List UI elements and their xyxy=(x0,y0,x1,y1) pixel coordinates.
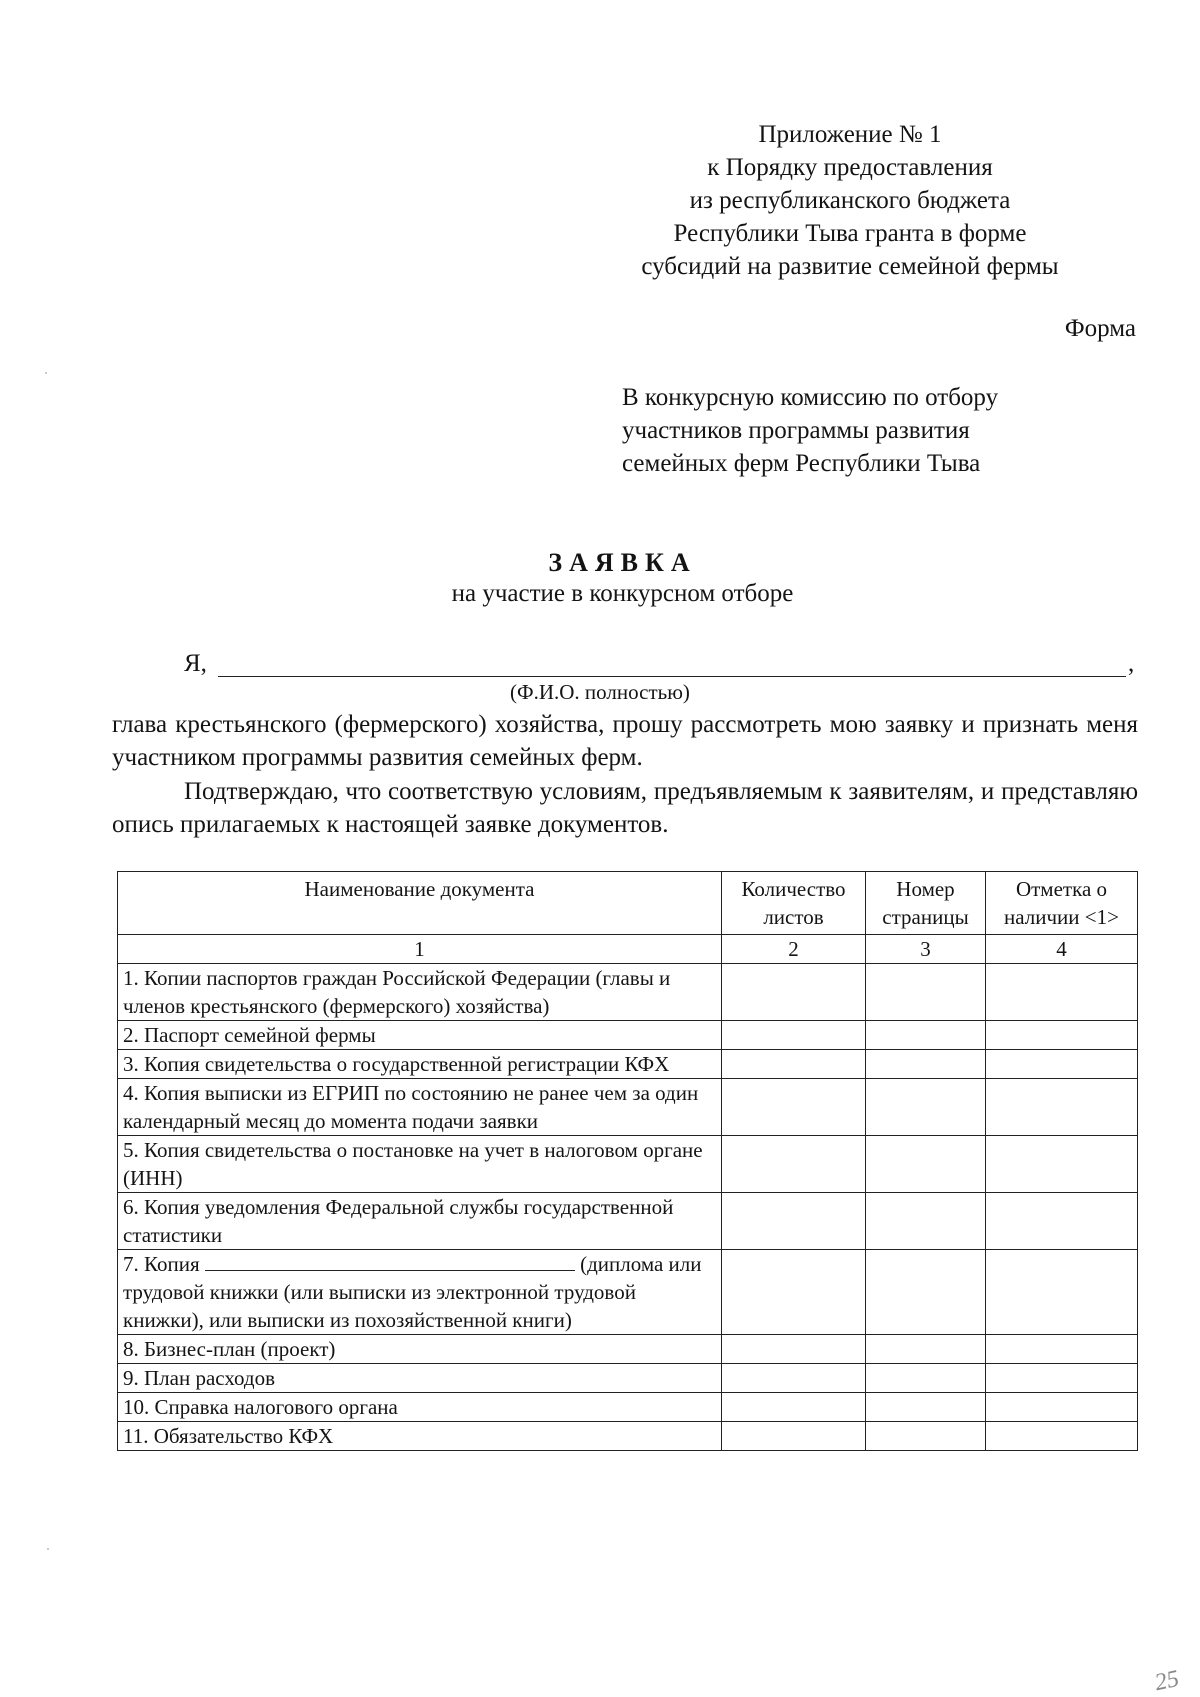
appendix-line: Приложение № 1 xyxy=(758,121,942,148)
appendix-header xyxy=(600,118,1100,283)
header-page-number: Номер страницы xyxy=(866,872,986,935)
document-name-cell: 9. План расходов xyxy=(118,1364,722,1393)
page-number-mark: 25 xyxy=(1152,1665,1182,1697)
table-row xyxy=(118,1193,1138,1250)
sheet-count-cell[interactable] xyxy=(722,1364,866,1393)
page-number-cell[interactable] xyxy=(866,1136,986,1193)
table-row xyxy=(118,1050,1138,1079)
document-name-cell: 4. Копия выписки из ЕГРИП по состоянию не ранее чем за один календарный месяц до момента подачи заявки xyxy=(118,1079,722,1136)
sheet-count-cell[interactable] xyxy=(722,1136,866,1193)
appendix-line: к Порядку предоставления xyxy=(707,154,993,181)
table-header-row xyxy=(118,872,1138,935)
page-number-cell[interactable] xyxy=(866,1364,986,1393)
presence-mark-cell[interactable] xyxy=(986,1422,1138,1451)
header-presence-mark: Отметка о наличии <1> xyxy=(986,872,1138,935)
document-name-cell: 10. Справка налогового органа xyxy=(118,1393,722,1422)
documents-table xyxy=(117,871,1138,1451)
presence-mark-cell[interactable] xyxy=(986,1193,1138,1250)
table-row xyxy=(118,1364,1138,1393)
presence-mark-cell[interactable] xyxy=(986,1021,1138,1050)
page-number-cell[interactable] xyxy=(866,1250,986,1335)
table-row xyxy=(118,1422,1138,1451)
presence-mark-cell[interactable] xyxy=(986,1393,1138,1422)
sheet-count-cell[interactable] xyxy=(722,1250,866,1335)
presence-mark-cell[interactable] xyxy=(986,1050,1138,1079)
presence-mark-cell[interactable] xyxy=(986,964,1138,1021)
sheet-count-cell[interactable] xyxy=(722,964,866,1021)
document-name-cell: 6. Копия уведомления Федеральной службы государственной статистики xyxy=(118,1193,722,1250)
document-type-blank[interactable] xyxy=(205,1250,575,1271)
column-number: 3 xyxy=(866,935,986,964)
table-row xyxy=(118,1393,1138,1422)
table-row xyxy=(118,1335,1138,1364)
fio-caption: (Ф.И.О. полностью) xyxy=(510,680,690,704)
sheet-count-cell[interactable] xyxy=(722,1422,866,1451)
sheet-count-cell[interactable] xyxy=(722,1079,866,1136)
table-column-numbers xyxy=(118,935,1138,964)
appendix-line: Республики Тыва гранта в форме xyxy=(673,220,1027,247)
document-name-cell: 2. Паспорт семейной фермы xyxy=(118,1021,722,1050)
document-name-cell: 11. Обязательство КФХ xyxy=(118,1422,722,1451)
applicant-suffix: , xyxy=(1128,650,1135,677)
sheet-count-cell[interactable] xyxy=(722,1193,866,1250)
presence-mark-cell[interactable] xyxy=(986,1250,1138,1335)
scan-speck xyxy=(47,1548,49,1550)
form-label: Форма xyxy=(1064,315,1136,342)
page-number-cell[interactable] xyxy=(866,1393,986,1422)
appendix-line: из республиканского бюджета xyxy=(689,187,1011,214)
column-number: 4 xyxy=(986,935,1138,964)
table-row xyxy=(118,1136,1138,1193)
applicant-name-field[interactable] xyxy=(218,676,1126,677)
page-number-cell[interactable] xyxy=(866,1422,986,1451)
page-number-cell[interactable] xyxy=(866,1021,986,1050)
paragraph-confirmation: Подтверждаю, что соответствую условиям, предъявляемым к заявителям, и представляю опись прилагаемых к настоящей заявке документов. xyxy=(112,778,1138,838)
page-number-cell[interactable] xyxy=(866,1079,986,1136)
column-number: 1 xyxy=(118,935,722,964)
column-number: 2 xyxy=(722,935,866,964)
table-row xyxy=(118,964,1138,1021)
document-name-cell: 5. Копия свидетельства о постановке на учет в налоговом органе (ИНН) xyxy=(118,1136,722,1193)
page-number-cell[interactable] xyxy=(866,1335,986,1364)
sheet-count-cell[interactable] xyxy=(722,1021,866,1050)
page-number-cell[interactable] xyxy=(866,1050,986,1079)
addressee-line: участников программы развития xyxy=(622,417,970,444)
sheet-count-cell[interactable] xyxy=(722,1050,866,1079)
addressee-line: В конкурсную комиссию по отбору xyxy=(622,384,999,411)
sheet-count-cell[interactable] xyxy=(722,1393,866,1422)
presence-mark-cell[interactable] xyxy=(986,1335,1138,1364)
applicant-name-row xyxy=(184,650,1144,684)
header-sheet-count: Количество листов xyxy=(722,872,866,935)
addressee-line: семейных ферм Республики Тыва xyxy=(622,450,981,477)
document-name-start: 7. Копия xyxy=(123,1252,200,1276)
sheet-count-cell[interactable] xyxy=(722,1335,866,1364)
presence-mark-cell[interactable] xyxy=(986,1079,1138,1136)
document-name-cell: 1. Копии паспортов граждан Российской Федерации (главы и членов крестьянского (фермерского) хозяйства) xyxy=(118,964,722,1021)
table-row xyxy=(118,1079,1138,1136)
page-number-cell[interactable] xyxy=(866,964,986,1021)
table-row xyxy=(118,1250,1138,1335)
document-title: ЗАЯВКА xyxy=(548,548,697,577)
document-name-end: (диплома или трудовой книжки (или выписки из электронной трудовой книжки), или выписки из похозяйственной книги) xyxy=(123,1252,702,1332)
document-subtitle: на участие в конкурсном отборе xyxy=(451,580,794,607)
appendix-line: субсидий на развитие семейной фермы xyxy=(641,253,1059,280)
paragraph-request: глава крестьянского (фермерского) хозяйства, прошу рассмотреть мою заявку и признать меня участником программы развития семейных ферм. xyxy=(112,711,1138,771)
document-name-cell: 3. Копия свидетельства о государственной регистрации КФХ xyxy=(118,1050,722,1079)
page-number-cell[interactable] xyxy=(866,1193,986,1250)
presence-mark-cell[interactable] xyxy=(986,1136,1138,1193)
scan-speck xyxy=(45,372,47,374)
applicant-prefix: Я, xyxy=(184,650,207,677)
table-row xyxy=(118,1021,1138,1050)
document-name-cell: 8. Бизнес-план (проект) xyxy=(118,1335,722,1364)
header-document-name: Наименование документа xyxy=(118,872,722,935)
presence-mark-cell[interactable] xyxy=(986,1364,1138,1393)
addressee-block xyxy=(622,381,1102,480)
document-name-cell xyxy=(118,1250,722,1335)
